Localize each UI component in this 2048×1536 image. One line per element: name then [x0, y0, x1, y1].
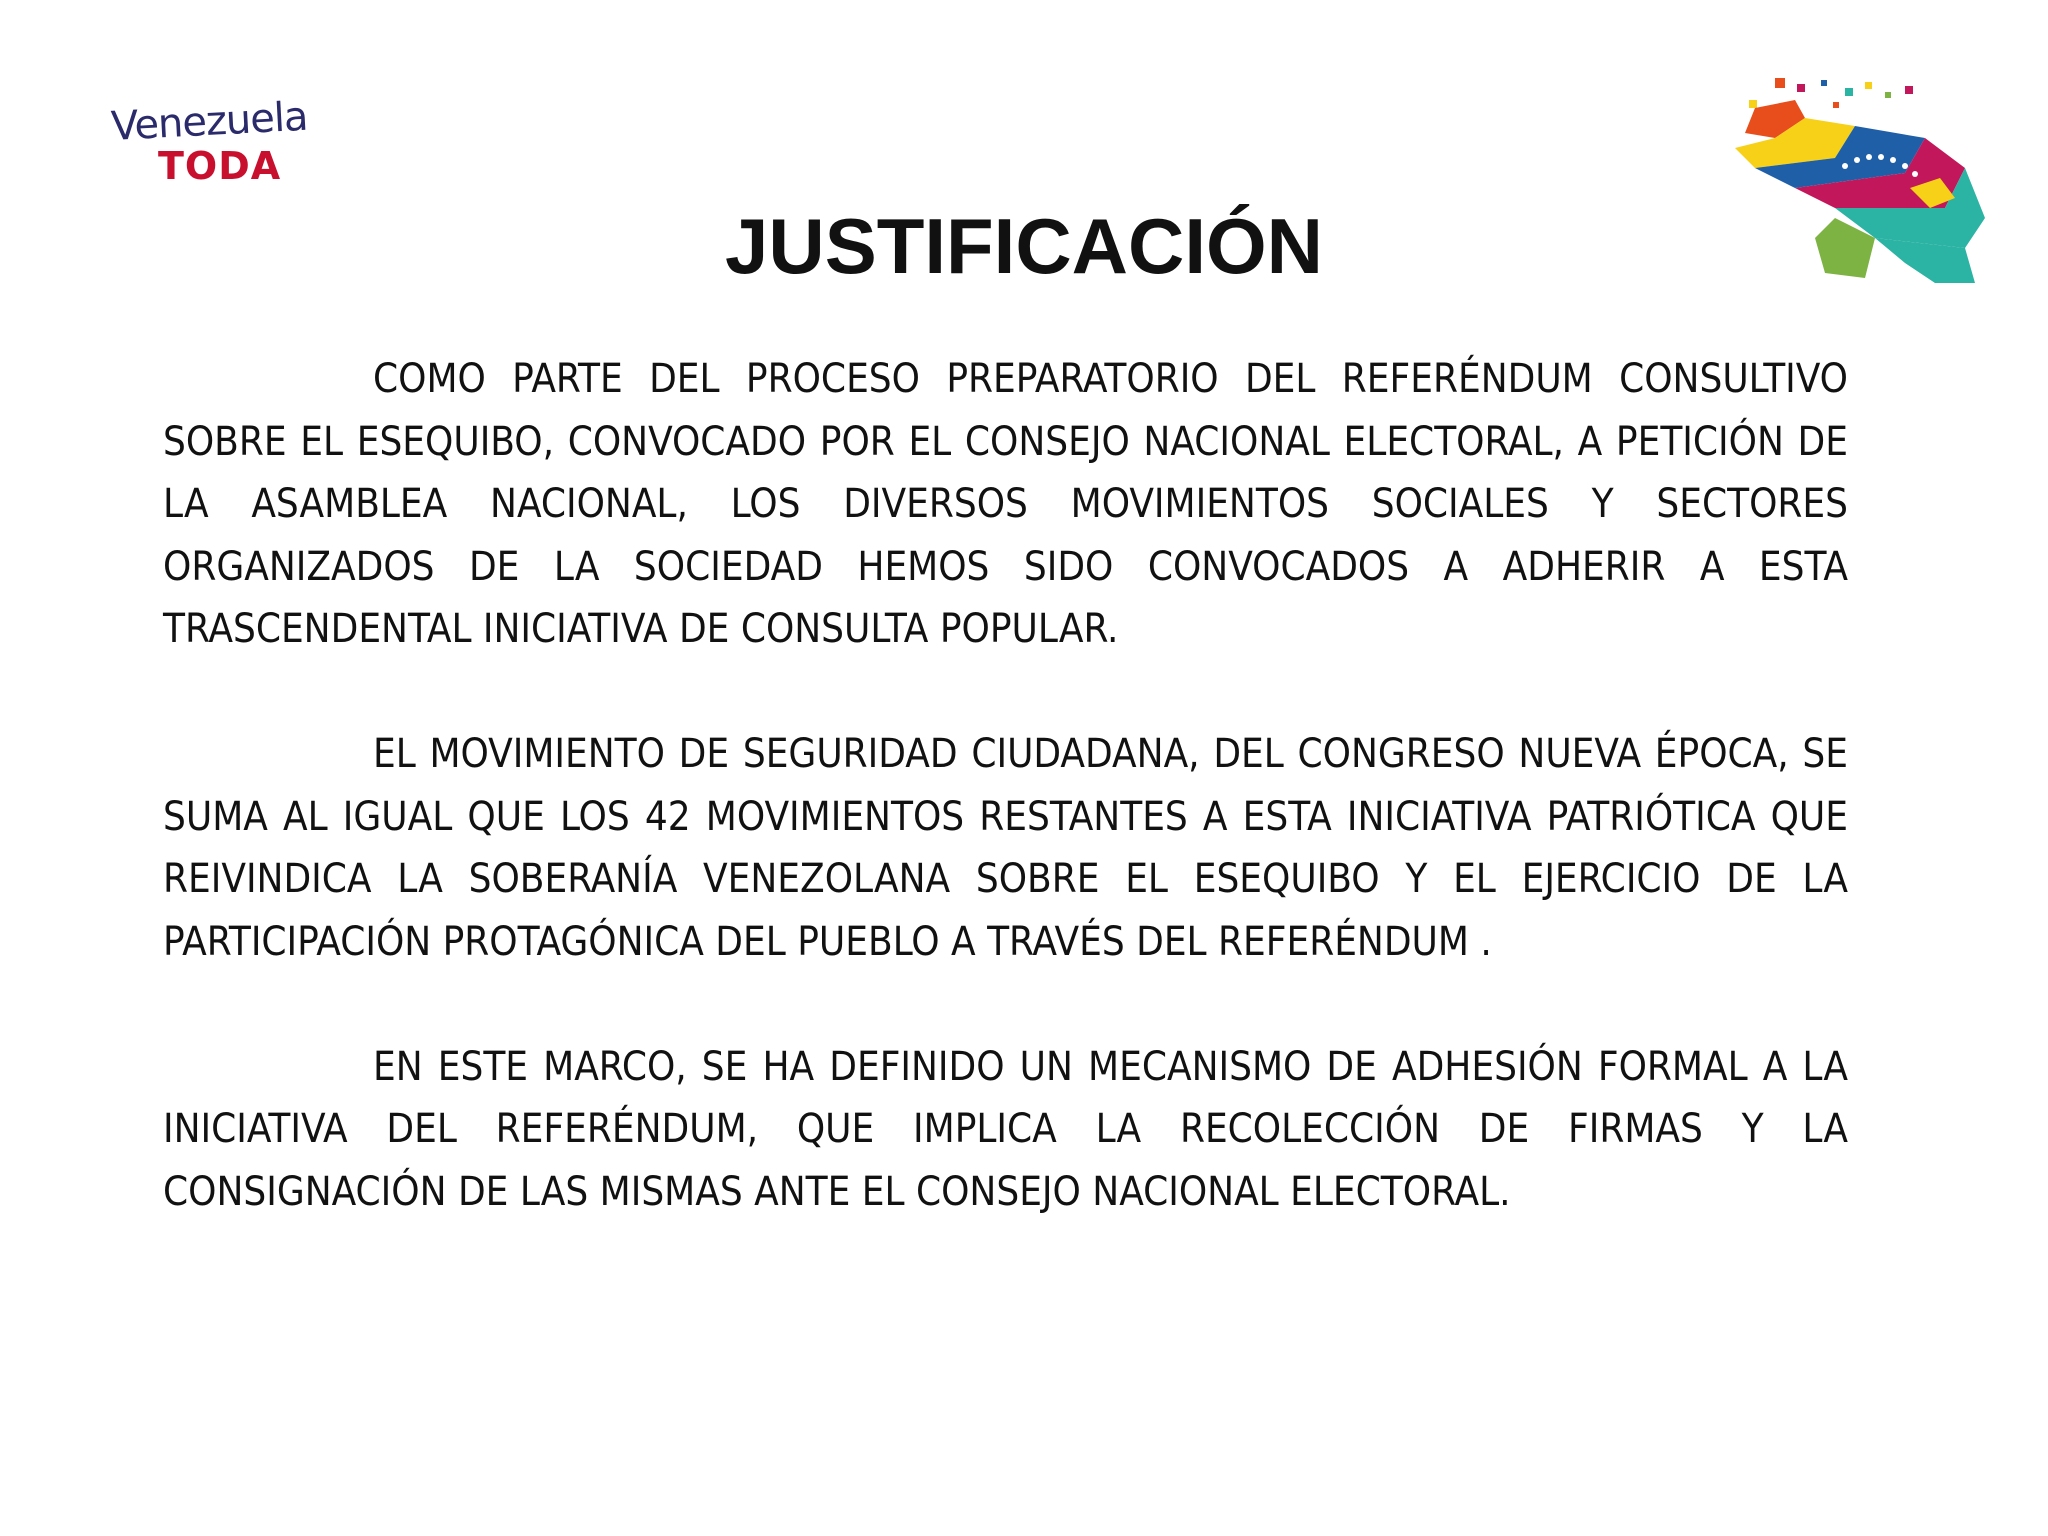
paragraph-1: COMO PARTE DEL PROCESO PREPARATORIO DEL REFERÉNDUM CONSULTIVO SOBRE EL ESEQUIBO, CONVOCADO POR EL CONSEJO NACIONAL ELECTORAL, A PETICIÓN DE LA ASAMBLEA NACIONAL, LOS DIVERSOS MOVIMIENTOS SOCIALES Y SECTORES ORGANIZADOS DE LA SOCIEDAD HEMOS SIDO CONVOCADOS A ADHERIR A ESTA TRASCENDENTAL INICIATIVA DE CONSULTA POPULAR. [163, 356, 1848, 652]
justification-body [163, 348, 1848, 1223]
paragraph-3: EN ESTE MARCO, SE HA DEFINIDO UN MECANISMO DE ADHESIÓN FORMAL A LA INICIATIVA DEL REFERÉNDUM, QUE IMPLICA LA RECOLECCIÓN DE FIRMAS Y LA CONSIGNACIÓN DE LAS MISMAS ANTE EL CONSEJO NACIONAL ELECTORAL. [163, 1043, 1848, 1215]
page-title: JUSTIFICACIÓN [724, 202, 1324, 290]
logo-line-venezuela: Venezuela [110, 93, 309, 150]
logo-line-toda: TODA [158, 144, 282, 188]
venezuela-toda-logo [110, 93, 310, 190]
paragraph-2: EL MOVIMIENTO DE SEGURIDAD CIUDADANA, DEL CONGRESO NUEVA ÉPOCA, SE SUMA AL IGUAL QUE LOS 42 MOVIMIENTOS RESTANTES A ESTA INICIATIVA PATRIÓTICA QUE REIVINDICA LA SOBERANÍA VENEZOLANA SOBRE EL ESEQUIBO Y EL EJERCICIO DE LA PARTICIPACIÓN PROTAGÓNICA DEL PUEBLO A TRAVÉS DEL REFERÉNDUM . [163, 731, 1848, 965]
